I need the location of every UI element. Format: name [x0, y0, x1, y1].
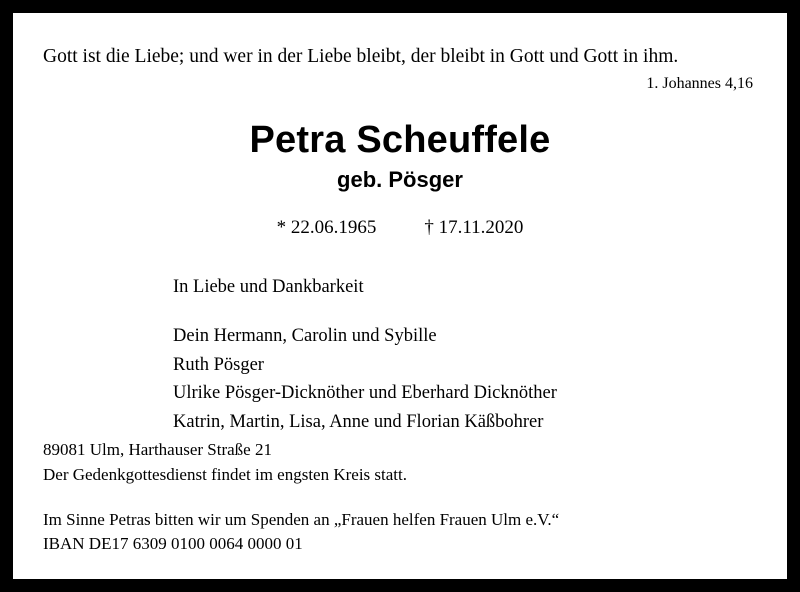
address-block	[43, 438, 757, 487]
name-block	[43, 121, 757, 193]
deceased-name: Petra Scheuffele	[249, 119, 551, 162]
mourners-block	[43, 273, 757, 436]
bible-verse-reference: 1. Johannes 4,16	[646, 75, 753, 93]
bible-verse: Gott ist die Liebe; und wer in der Liebe bleibt, der bleibt in Gott und Gott in ihm.	[43, 46, 679, 67]
gratitude-text: In Liebe und Dankbarkeit	[173, 277, 364, 298]
address-line: 89081 Ulm, Harthauser Straße 21	[43, 440, 272, 460]
maiden-name: geb. Pösger	[337, 167, 463, 193]
obituary-inner	[13, 13, 787, 579]
iban-line: IBAN DE17 6309 0100 0064 0000 01	[43, 534, 303, 554]
footer-block	[43, 438, 757, 557]
donation-request: Im Sinne Petras bitten wir um Spenden an „Frauen helfen Frauen Ulm e.V.“	[43, 509, 560, 529]
family-line: Ulrike Pösger-Dicknöther und Eberhard Dicknöther	[173, 383, 557, 404]
death-date: † 17.11.2020	[424, 217, 524, 239]
family-line: Ruth Pösger	[173, 354, 264, 375]
life-dates	[43, 217, 757, 239]
family-line: Dein Hermann, Carolin und Sybille	[173, 325, 437, 346]
birth-date: * 22.06.1965	[276, 217, 377, 239]
donation-block	[43, 508, 757, 557]
service-note: Der Gedenkgottesdienst findet im engsten Kreis statt.	[43, 465, 407, 485]
family-line: Katrin, Martin, Lisa, Anne und Florian Käßbohrer	[173, 411, 544, 432]
